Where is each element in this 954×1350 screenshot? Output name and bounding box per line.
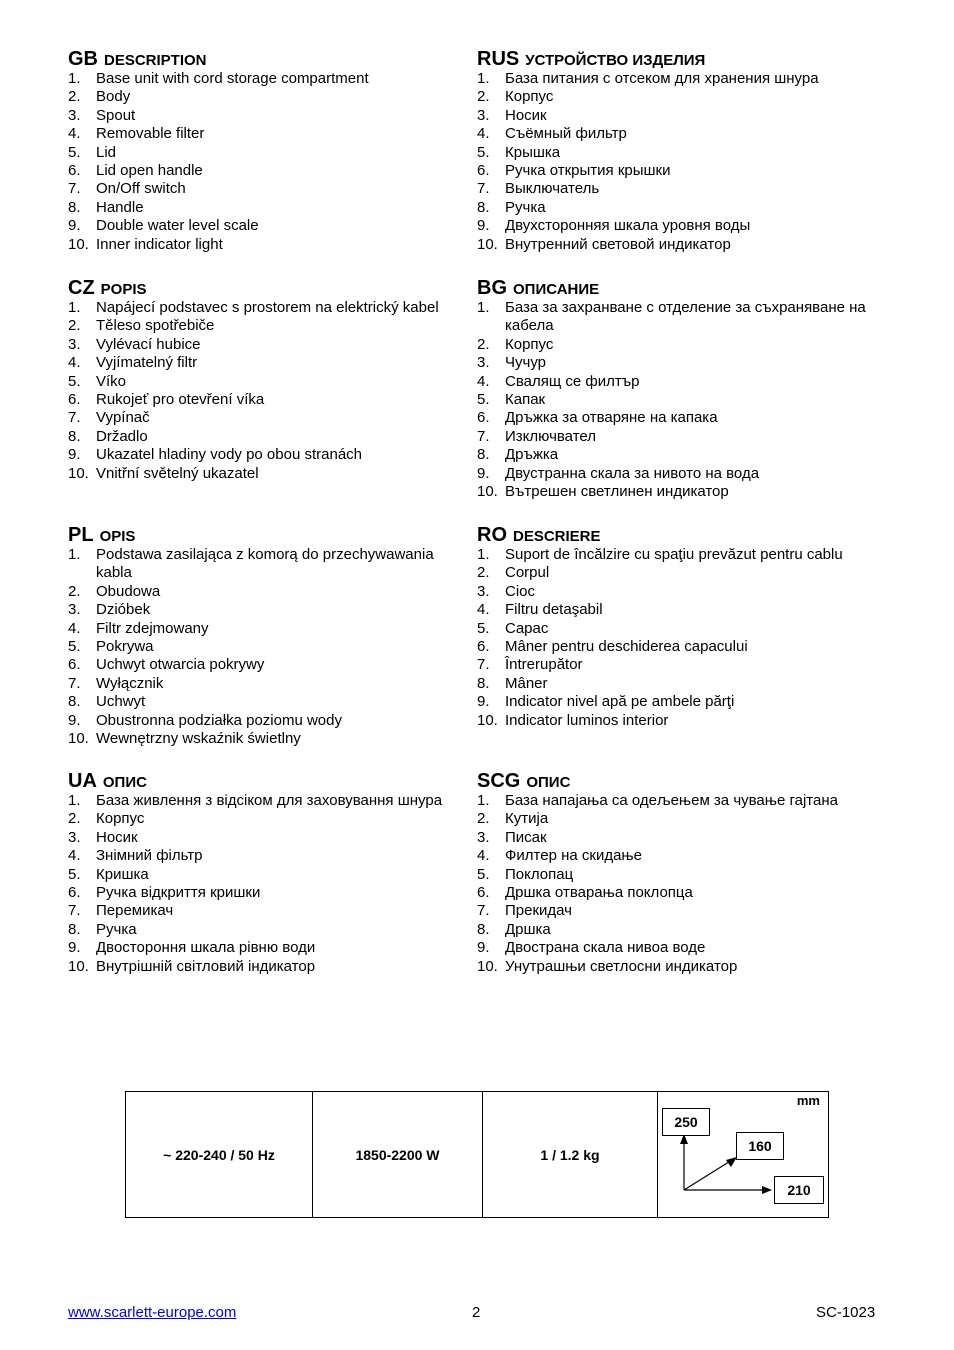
list-item [68,712,468,730]
list-item [68,792,468,810]
item-number: 3. [477,582,490,600]
section-label: DESCRIERE [513,528,601,545]
section-label: DESCRIPTION [104,52,207,69]
section-code: SCG [477,770,521,792]
section-title [477,768,877,792]
section-code: UA [68,770,97,792]
list-item [68,829,468,847]
list-item [68,675,468,693]
list-item [477,70,877,88]
depth-dimension: 160 [736,1132,784,1160]
list-item [477,144,877,162]
list-item [68,299,468,317]
item-number: 3. [477,354,490,372]
item-number: 8. [477,446,490,464]
item-number: 7. [68,902,81,920]
item-text: Вътрешен светлинен индикатор [505,483,729,501]
item-text: Дршка отварања поклопца [505,884,693,902]
list-item [477,236,877,254]
item-number: 4. [477,601,490,619]
list-item [477,336,877,354]
item-number: 10. [68,464,89,482]
item-text: Кришка [96,865,149,883]
item-text: Dzióbek [96,601,151,619]
list-item [477,829,877,847]
section-label: OPIS [99,528,136,545]
item-text: Корпус [96,810,145,828]
item-number: 3. [68,106,81,124]
item-number: 5. [477,619,490,637]
item-number: 8. [477,198,490,216]
section-title [68,275,468,299]
list-item [68,866,468,884]
item-number: 7. [68,674,81,692]
item-text: Napájecí podstavec s prostorem na elektrický kabel [96,299,439,316]
item-text: Base unit with cord storage compartment [96,70,369,87]
item-text: Носик [505,106,547,124]
list-item [68,465,468,483]
list-item [477,583,877,601]
item-text: Obustronna podziałka poziomu wody [96,711,342,729]
item-text: Obudowa [96,582,161,600]
section-label: ОПИС [102,774,147,791]
item-number: 1. [68,299,81,316]
section-code: CZ [68,277,95,299]
item-number: 9. [68,711,81,729]
list-item [68,317,468,335]
item-list [477,299,877,501]
section-ro [477,522,877,730]
item-number: 5. [68,638,81,656]
section-title [477,46,877,70]
list-item [477,373,877,391]
item-number: 3. [68,601,81,619]
item-text: База за захранване с отделение за съхраняване на кабела [505,299,866,335]
item-number: 8. [68,198,81,216]
list-item [68,620,468,638]
list-item [477,921,877,939]
list-item [68,88,468,106]
item-number: 2. [477,88,490,106]
item-list [477,546,877,730]
item-number: 4. [68,619,81,637]
item-text: Capac [505,619,549,637]
item-number: 8. [477,674,490,692]
item-text: Дръжка за отваряне на капака [505,409,718,427]
list-item [68,409,468,427]
section-code: BG [477,277,507,299]
item-number: 7. [477,427,490,445]
item-text: Lid open handle [96,162,203,180]
item-number: 10. [477,235,498,253]
item-text: Прекидач [505,902,572,920]
item-text: Капак [505,391,546,409]
item-text: Двухсторонняя шкала уровня воды [505,217,751,235]
item-text: Inner indicator light [96,235,223,253]
item-number: 7. [477,180,490,198]
item-number: 1. [477,792,490,809]
list-item [68,199,468,217]
item-number: 6. [68,884,81,902]
section-code: RO [477,524,507,546]
section-ua [68,768,468,976]
item-text: Removable filter [96,125,205,143]
item-number: 6. [68,162,81,180]
item-text: Носик [96,828,138,846]
list-item [477,428,877,446]
list-item [68,180,468,198]
item-text: Ручка [96,920,137,938]
item-number: 3. [477,106,490,124]
section-title [68,522,468,546]
page-number: 2 [472,1304,481,1321]
list-item [68,336,468,354]
list-item [477,656,877,674]
item-number: 7. [68,180,81,198]
list-item [477,958,877,976]
item-text: База питания с отсеком для хранения шнура [505,70,819,87]
item-number: 3. [68,828,81,846]
item-text: Ukazatel hladiny vody po obou stranách [96,446,363,464]
item-number: 2. [477,335,490,353]
section-rus [477,46,877,254]
item-text: Vyjímatelný filtr [96,354,198,372]
list-item [477,564,877,582]
item-number: 4. [68,125,81,143]
section-label: ОПИС [526,774,571,791]
list-item [68,546,468,583]
item-text: Vylévací hubice [96,335,201,353]
item-text: Писак [505,828,547,846]
list-item [477,810,877,828]
list-item [477,884,877,902]
list-item [68,583,468,601]
list-item [477,354,877,372]
item-list [68,546,468,748]
item-number: 8. [68,920,81,938]
list-item [477,638,877,656]
item-number: 6. [477,409,490,427]
item-number: 6. [477,884,490,902]
list-item [477,847,877,865]
section-label: POPIS [100,281,147,298]
section-title [68,46,468,70]
item-number: 9. [477,217,490,235]
item-text: Spout [96,106,136,124]
list-item [68,638,468,656]
item-text: Držadlo [96,427,148,445]
list-item [68,884,468,902]
list-item [477,199,877,217]
section-scg [477,768,877,976]
section-code: RUS [477,48,520,70]
item-text: Suport de încălzire cu spaţiu prevăzut pentru cablu [505,546,843,563]
item-text: Těleso spotřebiče [96,317,215,335]
item-number: 9. [477,939,490,957]
item-text: Внутренний световой индикатор [505,235,731,253]
list-item [477,792,877,810]
section-title [477,275,877,299]
weight-cell: 1 / 1.2 kg [483,1092,658,1218]
item-text: База напајања са одељењем за чување гајтана [505,792,838,809]
item-number: 7. [68,409,81,427]
item-list [477,792,877,976]
list-item [477,483,877,501]
item-text: Vnitřní světelný ukazatel [96,464,259,482]
item-number: 7. [477,656,490,674]
item-text: Indicator luminos interior [505,711,669,729]
item-number: 1. [477,546,490,563]
item-text: Lid [96,143,117,161]
list-item [68,391,468,409]
item-text: Знімний фільтр [96,847,203,865]
item-text: Ручка [505,198,546,216]
list-item [477,162,877,180]
item-text: Vypínač [96,409,150,427]
item-number: 6. [477,638,490,656]
item-text: База живлення з відсіком для заховування шнура [96,792,443,809]
item-number: 10. [68,235,89,253]
item-text: Double water level scale [96,217,259,235]
item-text: Свалящ се филтър [505,372,640,390]
voltage-cell: ~ 220-240 / 50 Hz [126,1092,313,1218]
item-text: Крышка [505,143,561,161]
model-number: SC-1023 [816,1304,876,1321]
item-text: Uchwyt otwarcia pokrywy [96,656,265,674]
item-text: Ручка відкриття кришки [96,884,261,902]
list-item [68,162,468,180]
dimensions-diagram [658,1092,828,1217]
list-item [68,446,468,464]
item-text: Внутрішній світловий індикатор [96,957,316,975]
list-item [477,446,877,464]
item-number: 9. [68,217,81,235]
item-number: 5. [477,143,490,161]
list-item [477,620,877,638]
power-cell: 1850-2200 W [313,1092,483,1218]
width-dimension: 210 [774,1176,824,1204]
list-item [68,107,468,125]
item-number: 5. [68,143,81,161]
item-list [68,792,468,976]
list-item [68,902,468,920]
item-number: 5. [68,865,81,883]
item-number: 2. [68,317,81,335]
list-item [477,125,877,143]
item-text: Cioc [505,582,536,600]
list-item [68,656,468,674]
height-dimension: 250 [662,1108,710,1136]
item-text: Víko [96,372,127,390]
item-text: Filtr zdejmowany [96,619,209,637]
list-item [477,712,877,730]
list-item [68,730,468,748]
section-title [477,522,877,546]
item-text: Дршка [505,920,551,938]
section-label: ОПИСАНИЕ [513,281,600,298]
list-item [68,354,468,372]
item-number: 2. [477,810,490,828]
item-text: On/Off switch [96,180,186,198]
list-item [68,428,468,446]
section-gb [68,46,468,254]
item-number: 2. [477,564,490,582]
section-bg [477,275,877,501]
item-number: 6. [477,162,490,180]
section-cz [68,275,468,483]
item-number: 1. [68,792,81,809]
item-text: Uchwyt [96,693,146,711]
item-text: Filtru detaşabil [505,601,603,619]
list-item [477,465,877,483]
item-text: Wewnętrzny wskaźnik świetlny [96,730,301,748]
item-text: Дръжка [505,446,559,464]
item-text: Съёмный фильтр [505,125,627,143]
item-number: 4. [477,847,490,865]
item-text: Выключатель [505,180,600,198]
item-number: 3. [477,828,490,846]
item-text: Mâner pentru deschiderea capacului [505,638,748,656]
item-number: 8. [68,427,81,445]
list-item [477,939,877,957]
item-number: 2. [68,88,81,106]
item-number: 2. [68,810,81,828]
list-item [477,180,877,198]
item-text: Corpul [505,564,550,582]
item-text: Handle [96,198,144,216]
list-item [68,921,468,939]
item-text: Întrerupător [505,656,583,674]
item-number: 10. [68,957,89,975]
section-title [68,768,468,792]
dimension-unit: mm [796,1093,820,1108]
item-number: 6. [68,391,81,409]
list-item [68,373,468,391]
list-item [477,409,877,427]
list-item [477,693,877,711]
spec-table [125,1091,829,1218]
item-text: Изключвател [505,427,596,445]
list-item [477,546,877,564]
list-item [68,144,468,162]
item-text: Поклопац [505,865,574,883]
item-text: Pokrywa [96,638,154,656]
section-code: PL [68,524,94,546]
list-item [68,810,468,828]
item-list [68,70,468,254]
list-item [68,217,468,235]
item-number: 5. [68,372,81,390]
item-number: 4. [68,354,81,372]
section-label: УСТРОЙСТВО ИЗДЕЛИЯ [525,52,706,69]
item-number: 10. [477,483,498,501]
item-text: Wyłącznik [96,674,164,692]
item-number: 4. [477,125,490,143]
list-item [477,902,877,920]
item-text: Двостороння шкала рівню води [96,939,316,957]
website-link[interactable]: www.scarlett-europe.com [68,1304,237,1321]
list-item [477,217,877,235]
item-number: 4. [477,372,490,390]
list-item [477,675,877,693]
list-item [477,88,877,106]
item-number: 10. [477,711,498,729]
item-number: 5. [477,865,490,883]
item-number: 10. [477,957,498,975]
list-item [477,601,877,619]
item-number: 1. [477,299,490,316]
item-list [68,299,468,483]
list-item [68,939,468,957]
item-number: 5. [477,391,490,409]
item-number: 10. [68,730,89,748]
item-text: Корпус [505,88,554,106]
dimensions-cell [658,1092,829,1218]
list-item [477,866,877,884]
list-item [68,958,468,976]
item-number: 3. [68,335,81,353]
item-number: 8. [477,920,490,938]
item-text: Унутрашњи светлосни индикатор [505,957,738,975]
list-item [68,70,468,88]
item-text: Ручка открытия крышки [505,162,671,180]
item-number: 8. [68,693,81,711]
item-text: Перемикач [96,902,174,920]
item-text: Body [96,88,131,106]
item-number: 2. [68,582,81,600]
list-item [477,107,877,125]
list-item [68,601,468,619]
list-item [68,693,468,711]
item-number: 9. [477,693,490,711]
item-text: Филтер на скидање [505,847,642,865]
section-pl [68,522,468,748]
item-text: Rukojeť pro otevření víka [96,391,265,409]
item-text: Кутија [505,810,549,828]
item-number: 1. [477,70,490,87]
item-number: 4. [68,847,81,865]
item-number: 6. [68,656,81,674]
item-number: 1. [68,70,81,87]
list-item [477,299,877,336]
item-text: Двустранна скала за нивото на вода [505,464,760,482]
list-item [68,847,468,865]
section-code: GB [68,48,98,70]
list-item [477,391,877,409]
item-text: Mâner [505,674,548,692]
item-number: 1. [68,546,81,563]
item-text: Podstawa zasilająca z komorą do przechywawania kabla [96,546,434,582]
list-item [68,125,468,143]
item-text: Двострана скала нивоа воде [505,939,706,957]
item-number: 9. [68,446,81,464]
item-text: Чучур [505,354,546,372]
item-text: Indicator nivel apă pe ambele părţi [505,693,735,711]
item-number: 7. [477,902,490,920]
item-number: 9. [477,464,490,482]
item-text: Корпус [505,335,554,353]
item-list [477,70,877,254]
item-number: 9. [68,939,81,957]
list-item [68,236,468,254]
